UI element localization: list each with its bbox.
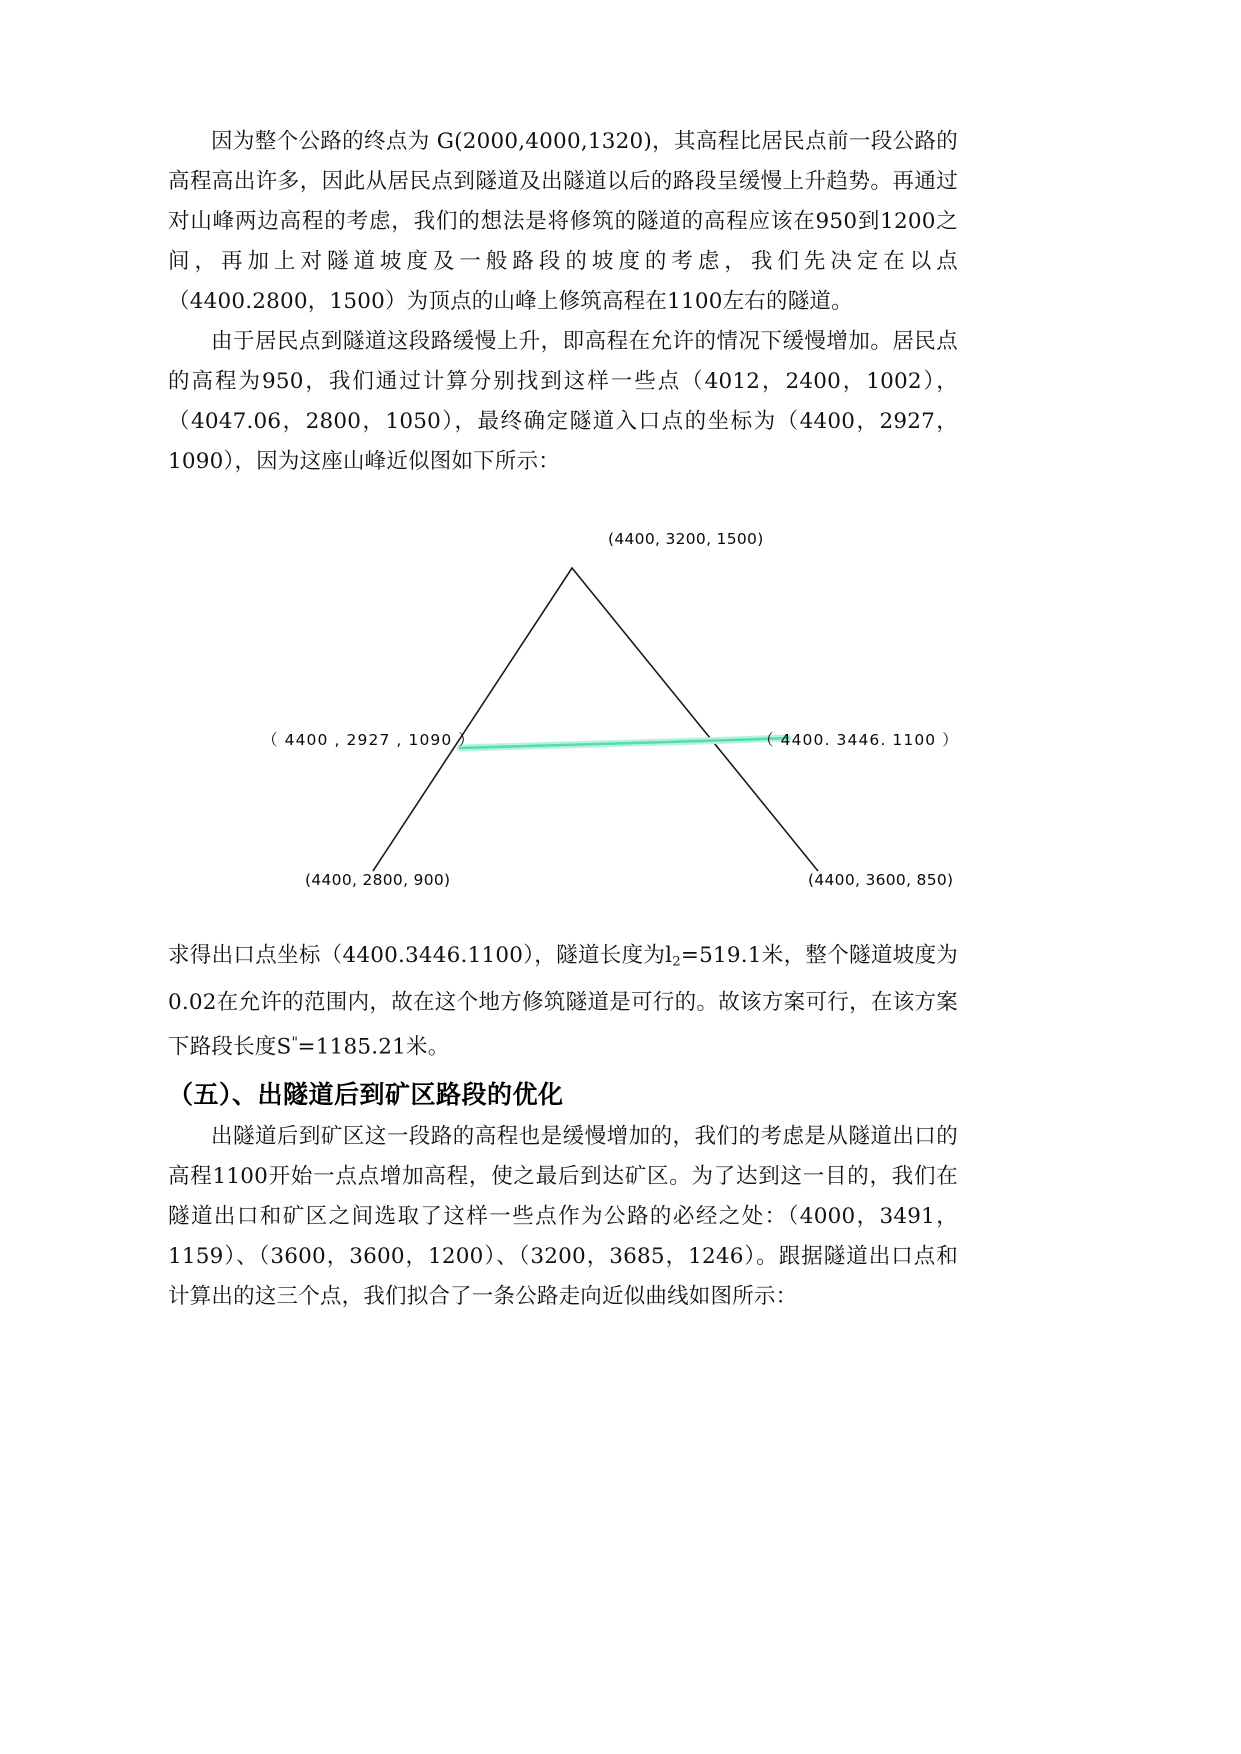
section-heading-post-tunnel-optimization: （五）、出隧道后到矿区路段的优化 <box>168 1080 564 1110</box>
mountain-outline-path <box>373 568 818 871</box>
paragraph-post-tunnel-route: 出隧道后到矿区这一段路的高程也是缓慢增加的，我们的考虑是从隧道出口的高程1100开始一点点增加高程，使之最后到达矿区。为了达到这一目的，我们在隧道出口和矿区之间选取了这样一些点作为公路的必经之处：（4000，3491，1159）、（3600，3600，1200）、（3200，3685，1246）。跟据隧道出口点和计算出的这三个点，我们拟合了一条公路走向近似曲线如图所示： <box>168 1124 958 1310</box>
figure-label-apex: (4400, 3200, 1500) <box>608 530 764 548</box>
paragraph-tunnel-elevation-rationale: 因为整个公路的终点为 G(2000,4000,1320)，其高程比居民点前一段公路的高程高出许多，因此从居民点到隧道及出隧道以后的路段呈缓慢上升趋势。再通过对山峰两边高程的考虑，我们的想法是将修筑的隧道的高程应该在950到1200之间，再加上对隧道坡度及一般路段的坡度的考虑，我们先决定在以点（4400.2800，1500）为顶点的山峰上修筑高程在1100左右的隧道。 <box>168 129 958 314</box>
exit-summary-suffix: =1185.21米。 <box>297 1034 450 1060</box>
page-content <box>168 122 958 1617</box>
road-length-symbol: S <box>276 1034 292 1060</box>
tunnel-length-subscript: 2 <box>672 954 681 970</box>
paragraph-tunnel-exit-summary <box>168 936 958 1067</box>
figure-label-base-right: (4400, 3600, 850) <box>808 871 954 889</box>
figure-label-tunnel-exit: （ 4400. 3446. 1100 ） <box>758 731 959 749</box>
figure-mountain-cross-section <box>168 516 958 936</box>
page-bottom-whitespace <box>168 1317 958 1617</box>
figure-label-base-left: (4400, 2800, 900) <box>305 871 451 889</box>
exit-summary-prefix: 求得出口点坐标（4400.3446.1100），隧道长度为l <box>168 943 673 968</box>
road-length-double-prime: " <box>291 1034 298 1051</box>
figure-label-tunnel-entry: （ 4400 , 2927 , 1090 ） <box>262 731 475 749</box>
exit-summary-middle: =519.1米，整个隧道坡度为0.02在允许的范围内，故在这个地方修筑隧道是可行的。故该方案可行，在该方案下路段长度 <box>168 943 958 1060</box>
paragraph-tunnel-entry-point: 由于居民点到隧道这段路缓慢上升，即高程在允许的情况下缓慢增加。居民点的高程为950，我们通过计算分别找到这样一些点（4012，2400，1002），（4047.06，2800，1050），最终确定隧道入口点的坐标为（4400，2927，1090），因为这座山峰近似图如下所示： <box>168 329 958 474</box>
